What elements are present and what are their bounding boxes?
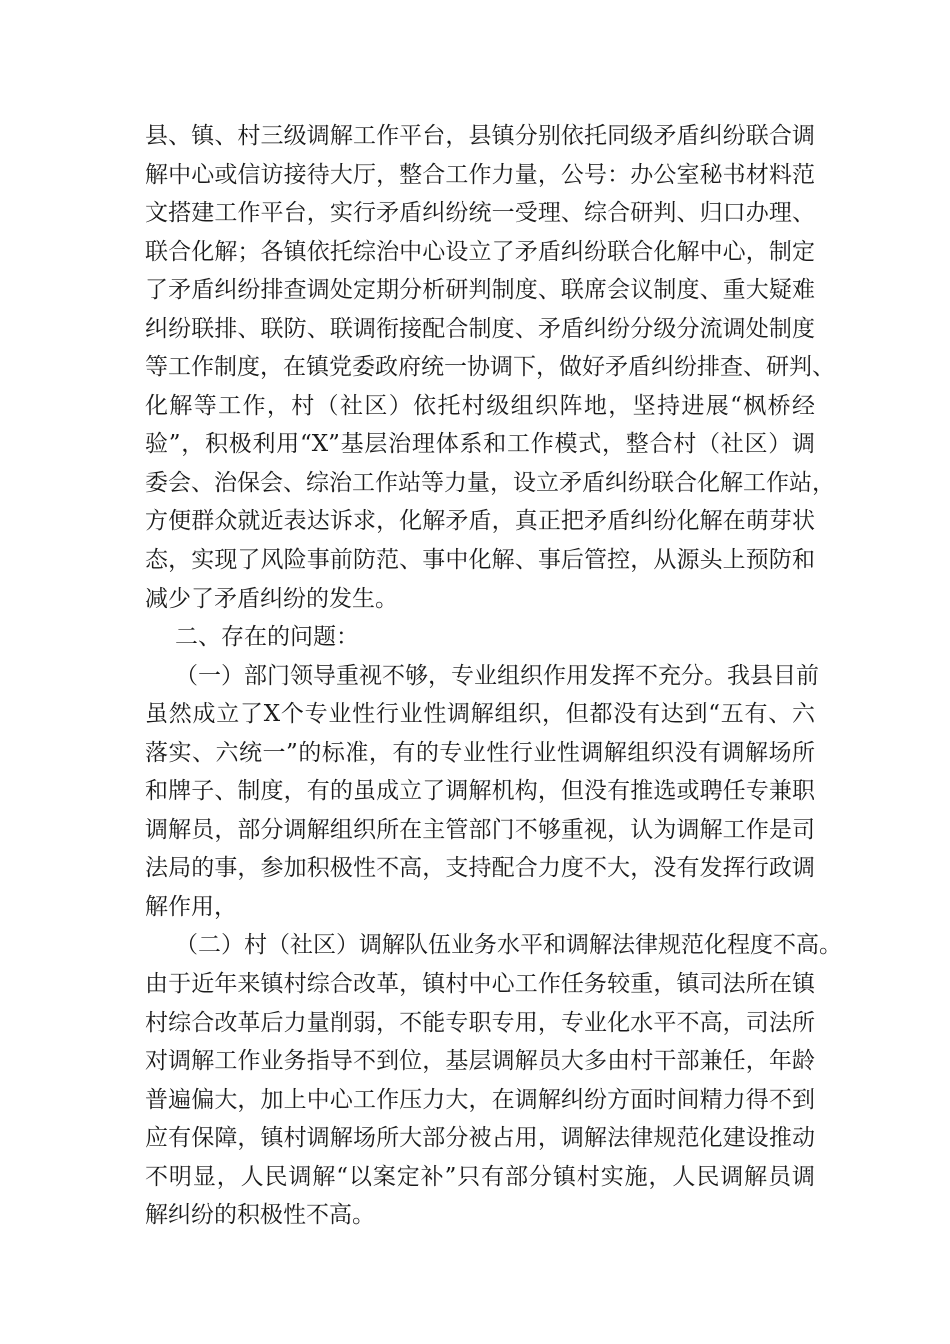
text-line: 解中心或信访接待大厅，整合工作力量，公号：办公室秘书材料范	[145, 161, 815, 188]
text-line: 解作用，	[145, 893, 237, 920]
text-line: 文搭建工作平台，实行矛盾纠纷统一受理、综合研判、归口办理、	[145, 200, 815, 227]
text-line: 联合化解；各镇依托综治中心设立了矛盾纠纷联合化解中心，制定	[145, 238, 815, 265]
document-body	[145, 117, 842, 1235]
text-line: 县、镇、村三级调解工作平台，县镇分别依托同级矛盾纠纷联合调	[145, 123, 815, 149]
text-line: 委会、治保会、综治工作站等力量，设立矛盾纠纷联合化解工作站，	[145, 469, 835, 496]
text-line: 等工作制度，在镇党委政府统一协调下，做好矛盾纠纷排查、研判、	[145, 354, 835, 381]
text-line: 法局的事，参加积极性不高，支持配合力度不大，没有发挥行政调	[145, 855, 815, 882]
text-line: 解纠纷的积极性不高。	[145, 1202, 375, 1229]
text-line: 态，实现了风险事前防范、事中化解、事后管控，从源头上预防和	[145, 547, 815, 574]
text-line: 不明显，人民调解“以案定补”只有部分镇村实施，人民调解员调	[145, 1163, 815, 1190]
text-line: 村综合改革后力量削弱，不能专职专用，专业化水平不高，司法所	[145, 1009, 815, 1036]
text-line: 落实、六统一”的标准，有的专业性行业性调解组织没有调解场所	[145, 739, 815, 766]
text-line: （二）村（社区）调解队伍业务水平和调解法律规范化程度不高。	[175, 932, 842, 959]
text-line: 调解员，部分调解组织所在主管部门不够重视，认为调解工作是司	[145, 816, 815, 843]
text-line: 了矛盾纠纷排查调处定期分析研判制度、联席会议制度、重大疑难	[145, 277, 815, 304]
text-line: 普遍偏大，加上中心工作压力大，在调解纠纷方面时间精力得不到	[145, 1086, 815, 1113]
text-line: 和牌子、制度，有的虽成立了调解机构，但没有推选或聘任专兼职	[145, 778, 815, 805]
text-line: 由于近年来镇村综合改革，镇村中心工作任务较重，镇司法所在镇	[145, 971, 815, 998]
text-line: 虽然成立了X个专业性行业性调解组织，但都没有达到“五有、六	[145, 701, 815, 728]
text-line: 减少了矛盾纠纷的发生。	[145, 585, 398, 612]
section-heading: 二、存在的问题：	[175, 624, 359, 651]
text-line: 化解等工作，村（社区）依托村级组织阵地，坚持进展“枫桥经	[145, 392, 815, 419]
text-line: 应有保障，镇村调解场所大部分被占用，调解法律规范化建设推动	[145, 1125, 815, 1152]
text-line: 验”，积极利用“X”基层治理体系和工作模式，整合村（社区）调	[145, 431, 815, 458]
text-line: 纠纷联排、联防、联调衔接配合制度、矛盾纠纷分级分流调处制度	[145, 315, 815, 342]
text-line: 方便群众就近表达诉求，化解矛盾，真正把矛盾纠纷化解在萌芽状	[145, 508, 815, 535]
text-line: 对调解工作业务指导不到位，基层调解员大多由村干部兼任，年龄	[145, 1048, 815, 1075]
text-line: （一）部门领导重视不够，专业组织作用发挥不充分。我县目前	[175, 662, 819, 689]
